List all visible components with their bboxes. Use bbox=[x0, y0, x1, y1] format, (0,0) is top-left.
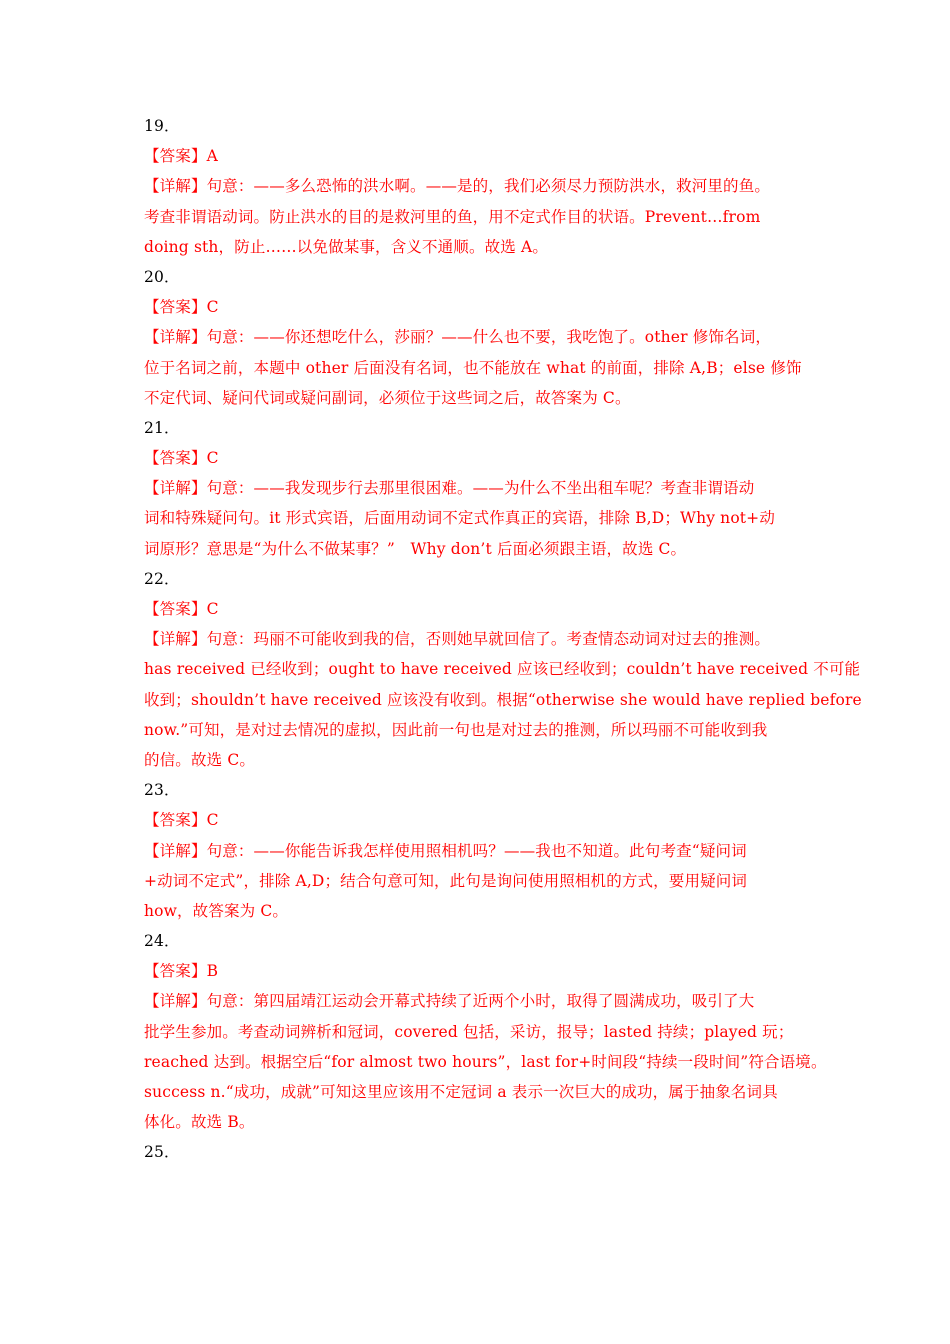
detail-line: 【详解】句意：——你还想吃什么，莎丽？——什么也不要，我吃饱了。other 修饰名词， bbox=[144, 328, 772, 347]
detail-line: 不定代词、疑问代词或疑问副词，必须位于这些词之后，故答案为 C。 bbox=[144, 388, 631, 407]
question-number: 20． bbox=[144, 267, 180, 286]
detail-line: doing sth，防止……以免做某事，含义不通顺。故选 A。 bbox=[144, 237, 548, 256]
answer-line: 【答案】C bbox=[144, 600, 219, 618]
answer-line: 【答案】C bbox=[144, 298, 219, 317]
answer-line: 【答案】A bbox=[144, 147, 218, 166]
detail-line: reached 达到。根据空后“for almost two hours”，last for+时间段“持续一段时间”符合语境。 bbox=[144, 1052, 827, 1071]
detail-line: 【详解】句意：——我发现步行去那里很困难。——为什么不坐出租车呢？考查非谓语动 bbox=[144, 479, 755, 498]
answer-document bbox=[144, 111, 862, 1168]
detail-line: 词原形？意思是“为什么不做某事？” Why don’t 后面必须跟主语，故选 C。 bbox=[144, 539, 687, 558]
detail-line: 【详解】句意：——多么恐怖的洪水啊。——是的，我们必须尽力预防洪水，救河里的鱼。 bbox=[144, 177, 771, 196]
detail-line: how，故答案为 C。 bbox=[144, 901, 289, 920]
answer-line: 【答案】C bbox=[144, 811, 219, 830]
detail-line: now.”可知，是对过去情况的虚拟，因此前一句也是对过去的推测，所以玛丽不可能收到我 bbox=[144, 720, 768, 739]
detail-line: 【详解】句意：玛丽不可能收到我的信，否则她早就回信了。考查情态动词对过去的推测。 bbox=[144, 630, 771, 649]
question-number: 23． bbox=[144, 781, 180, 800]
detail-line: success n.“成功，成就”可知这里应该用不定冠词 a 表示一次巨大的成功，属于抽象名词具 bbox=[144, 1083, 778, 1101]
detail-line: 批学生参加。考查动词辨析和冠词，covered 包括，采访，报导；lasted 持续；played 玩； bbox=[144, 1022, 794, 1041]
detail-line: 【详解】句意：第四届靖江运动会开幕式持续了近两个小时，取得了圆满成功，吸引了大 bbox=[144, 992, 755, 1011]
answer-line: 【答案】B bbox=[144, 962, 219, 981]
detail-line: 收到；shouldn’t have received 应该没有收到。根据“otherwise she would have replied before bbox=[144, 690, 862, 709]
question-number: 25． bbox=[144, 1143, 180, 1162]
detail-line: has received 已经收到；ought to have received 应该已经收到；couldn’t have received 不可能 bbox=[144, 660, 861, 679]
question-number: 19． bbox=[144, 117, 180, 135]
question-number: 22． bbox=[144, 569, 180, 588]
detail-line: 位于名词之前，本题中 other 后面没有名词，也不能放在 what 的前面，排除 A,B；else 修饰 bbox=[144, 358, 802, 377]
question-number: 21． bbox=[144, 418, 180, 437]
answer-line: 【答案】C bbox=[144, 449, 219, 468]
detail-line: 考查非谓语动词。防止洪水的目的是救河里的鱼，用不定式作目的状语。Prevent…from bbox=[144, 207, 761, 226]
detail-line: 的信。故选 C。 bbox=[144, 750, 255, 769]
detail-line: 【详解】句意：——你能告诉我怎样使用照相机吗？——我也不知道。此句考查“疑问词 bbox=[144, 841, 747, 860]
detail-line: 词和特殊疑问句。it 形式宾语，后面用动词不定式作真正的宾语，排除 B,D；Why not+动 bbox=[144, 509, 775, 528]
question-number: 24． bbox=[144, 932, 180, 951]
detail-line: +动词不定式”，排除 A,D；结合句意可知，此句是询问使用照相机的方式，要用疑问词 bbox=[144, 871, 748, 890]
detail-line: 体化。故选 B。 bbox=[144, 1113, 255, 1132]
